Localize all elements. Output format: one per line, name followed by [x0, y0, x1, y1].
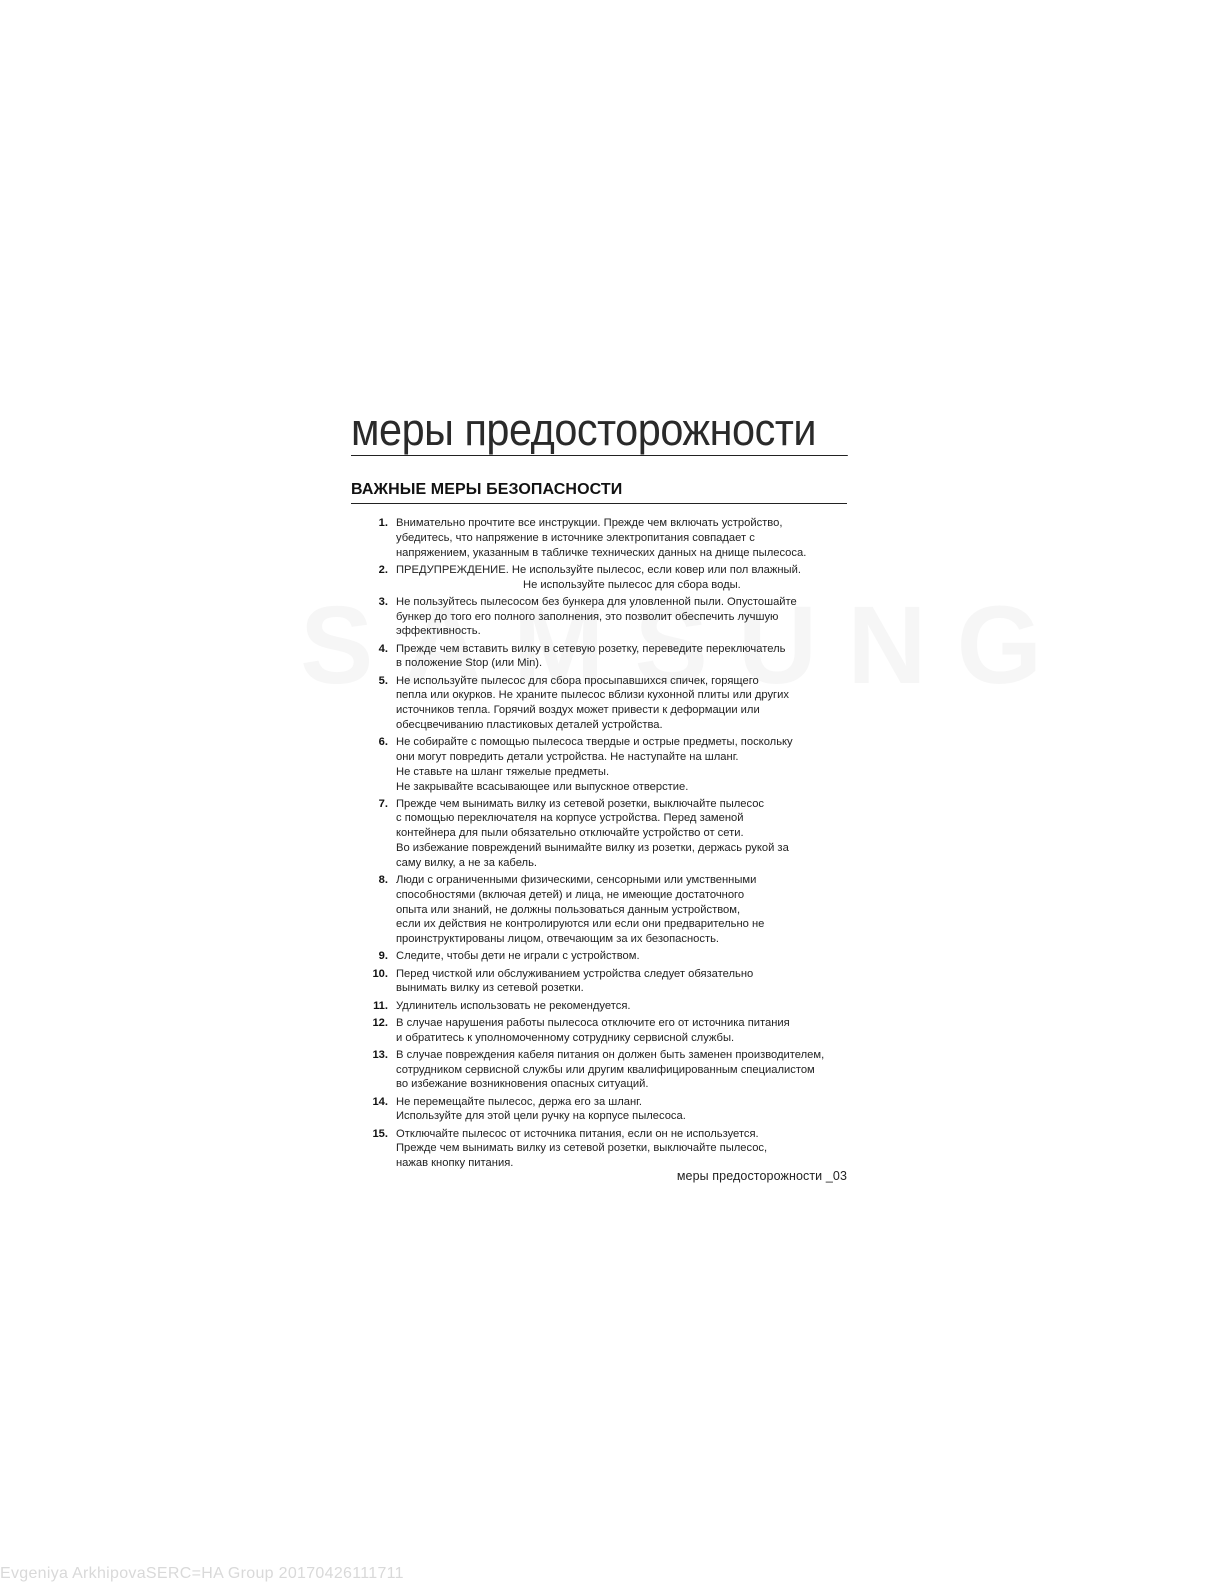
item-line: Прежде чем вынимать вилку из сетевой розетки, выключайте пылесос,: [396, 1142, 768, 1155]
item-text: [396, 595, 847, 639]
item-number: 15.: [372, 1127, 388, 1140]
item-text: [396, 797, 847, 871]
page-footer: меры предосторожности _03: [676, 1169, 847, 1183]
item-number: 6.: [378, 736, 388, 749]
list-item: [351, 1127, 847, 1171]
item-line: Внимательно прочтите все инструкции. Прежде чем включать устройство,: [396, 517, 783, 529]
list-item: [351, 797, 847, 871]
item-line: проинструктированы лицом, отвечающим за их безопасность.: [396, 933, 720, 946]
bottom-stamp: Evgeniya ArkhipovaSERC=HA Group 20170426111711: [0, 1565, 404, 1582]
list-item: [351, 873, 847, 947]
item-number: 2.: [378, 563, 388, 576]
item-line: Не ставьте на шланг тяжелые предметы.: [396, 765, 610, 778]
item-line: обесцвечиванию пластиковых деталей устройства.: [396, 718, 663, 731]
item-text: [396, 1048, 847, 1092]
list-item: [351, 1095, 847, 1125]
item-text: [396, 674, 847, 733]
item-text: [396, 999, 847, 1014]
item-line: с помощью переключателя на корпусе устройства. Перед заменой: [396, 812, 744, 825]
item-line: напряжением, указанным в табличке технических данных на днище пылесоса.: [396, 546, 807, 559]
item-number: 14.: [372, 1095, 388, 1108]
item-line: В случае нарушения работы пылесоса отключите его от источника питания: [396, 1016, 790, 1029]
item-line: Не закрывайте всасывающее или выпускное отверстие.: [396, 780, 689, 793]
item-number: 11.: [373, 999, 388, 1012]
item-text: [396, 967, 847, 997]
page-content: [351, 405, 847, 1173]
item-number: 10.: [372, 967, 388, 980]
item-line: Не перемещайте пылесос, держа его за шланг.: [396, 1095, 643, 1108]
item-text: [396, 735, 847, 794]
list-item: [351, 949, 847, 964]
item-line: сотрудником сервисной службы или другим квалифицированным специалистом: [396, 1063, 815, 1076]
item-line: если их действия не контролируются или если они предварительно не: [396, 918, 765, 931]
item-text: [396, 873, 847, 947]
item-line: Люди с ограниченными физическими, сенсорными или умственными: [396, 874, 757, 887]
item-number: 13.: [372, 1048, 388, 1061]
item-line: Следите, чтобы дети не играли с устройством.: [396, 950, 640, 963]
item-number: 1.: [378, 517, 388, 529]
item-line: Во избежание повреждений вынимайте вилку из розетки, держась рукой за: [396, 842, 789, 855]
item-line: Прежде чем вставить вилку в сетевую розетку, переведите переключатель: [396, 642, 786, 655]
item-line: Перед чисткой или обслуживанием устройства следует обязательно: [396, 967, 754, 980]
item-line: источников тепла. Горячий воздух может привести к деформации или: [396, 704, 760, 717]
list-item: [351, 1016, 847, 1046]
item-text: [396, 1095, 847, 1125]
item-line: и обратитесь к уполномоченному сотруднику сервисной службы.: [396, 1031, 735, 1044]
list-item: [351, 516, 847, 560]
item-line: саму вилку, а не за кабель.: [396, 856, 538, 869]
item-text: [396, 516, 847, 560]
item-text: [396, 1016, 847, 1046]
list-item: [351, 735, 847, 794]
list-item: [351, 642, 847, 672]
item-number: 4.: [378, 642, 388, 655]
item-line: Отключайте пылесос от источника питания, если он не используется.: [396, 1127, 759, 1140]
item-line: Используйте для этой цели ручку на корпусе пылесоса.: [396, 1110, 686, 1123]
item-line: вынимать вилку из сетевой розетки.: [396, 982, 584, 995]
item-number: 8.: [378, 874, 388, 887]
item-line: Не используйте пылесос для сбора воды.: [523, 578, 741, 591]
item-number: 5.: [378, 674, 388, 687]
list-item: [351, 595, 847, 639]
page-title: меры предосторожности: [351, 405, 848, 456]
list-item: [351, 999, 847, 1014]
safety-list: [351, 516, 847, 1171]
item-line: способностями (включая детей) и лица, не имеющие достаточного: [396, 888, 745, 901]
item-line: нажав кнопку питания.: [396, 1157, 514, 1170]
section-heading: ВАЖНЫЕ МЕРЫ БЕЗОПАСНОСТИ: [351, 480, 847, 504]
item-number: 9.: [378, 950, 388, 963]
item-number: 7.: [378, 797, 388, 810]
list-item: [351, 674, 847, 733]
item-line: эффективность.: [396, 625, 481, 638]
item-line: ПРЕДУПРЕЖДЕНИЕ. Не используйте пылесос, если ковер или пол влажный.: [396, 563, 801, 576]
item-text: [396, 1127, 847, 1171]
item-line: убедитесь, что напряжение в источнике электропитания совпадает с: [396, 531, 755, 544]
item-text: [396, 949, 847, 964]
item-number: 3.: [378, 595, 388, 608]
item-line: опыта или знаний, не должны пользоваться данным устройством,: [396, 903, 741, 916]
item-number: 12.: [372, 1016, 388, 1029]
item-line: Не собирайте с помощью пылесоса твердые и острые предметы, поскольку: [396, 736, 793, 749]
item-line: бункер до того его полного заполнения, это позволит обеспечить лучшую: [396, 610, 779, 623]
item-line: Не используйте пылесос для сбора просыпавшихся спичек, горящего: [396, 674, 759, 687]
item-line: во избежание возникновения опасных ситуаций.: [396, 1078, 649, 1091]
item-line: В случае повреждения кабеля питания он должен быть заменен производителем,: [396, 1048, 825, 1061]
item-text: [396, 642, 847, 672]
item-line: Удлинитель использовать не рекомендуется.: [396, 999, 631, 1012]
item-line: они могут повредить детали устройства. Не наступайте на шланг.: [396, 750, 739, 763]
list-item: [351, 967, 847, 997]
list-item: [351, 1048, 847, 1092]
item-text: [396, 563, 847, 593]
item-line: контейнера для пыли обязательно отключайте устройство от сети.: [396, 827, 744, 840]
item-line: Прежде чем вынимать вилку из сетевой розетки, выключайте пылесос: [396, 797, 765, 810]
item-line: пепла или окурков. Не храните пылесос вблизи кухонной плиты или других: [396, 689, 789, 702]
list-item: [351, 563, 847, 593]
item-line: Не пользуйтесь пылесосом без бункера для уловленной пыли. Опустошайте: [396, 595, 797, 608]
item-line: в положение Stop (или Min).: [396, 657, 543, 670]
